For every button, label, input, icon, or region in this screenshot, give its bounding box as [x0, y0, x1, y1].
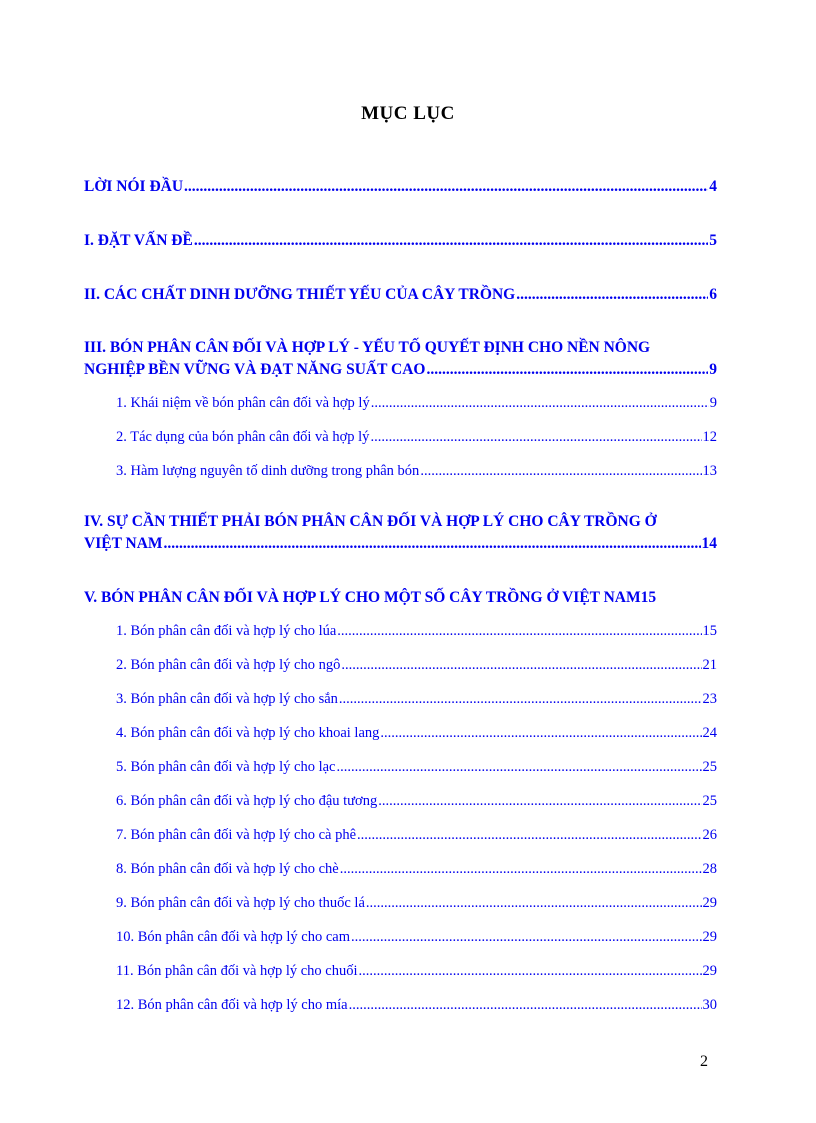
toc-entry-page: 15	[640, 589, 657, 606]
toc-entry-label: 6. Bón phân cân đối và hợp lý cho đậu tương	[116, 793, 378, 809]
toc-leader-dots	[339, 691, 702, 708]
toc-entry-label: 2. Tác dụng của bón phân cân đối và hợp lý	[116, 429, 370, 445]
toc-entry-5-6[interactable]	[116, 793, 717, 815]
toc-leader-dots	[359, 963, 702, 980]
toc-title: MỤC LỤC	[361, 103, 455, 124]
toc-entry-page: 9	[709, 361, 717, 378]
page-number: 2	[700, 1053, 708, 1070]
toc-leader-dots	[336, 759, 701, 776]
toc-entry-page: 24	[702, 725, 717, 741]
toc-entry-label: I. ĐẶT VẤN ĐỀ	[84, 232, 193, 249]
toc-entry-page: 5	[709, 232, 717, 249]
toc-leader-dots	[426, 361, 708, 379]
toc-entry-page: 15	[702, 623, 717, 639]
toc-entry-section-2[interactable]	[84, 286, 717, 308]
toc-entry-label: 4. Bón phân cân đối và hợp lý cho khoai lang	[116, 725, 380, 741]
toc-entry-5-12[interactable]	[116, 997, 717, 1019]
toc-entry-label: 3. Bón phân cân đối và hợp lý cho sắn	[116, 691, 338, 707]
toc-entry-5-11[interactable]	[116, 963, 717, 985]
toc-entry-5-9[interactable]	[116, 895, 717, 917]
toc-entry-page: 21	[702, 657, 717, 673]
toc-entry-5-2[interactable]	[116, 657, 717, 679]
toc-entry-label: 1. Khái niệm về bón phân cân đối và hợp lý	[116, 395, 370, 411]
toc-entry-page: 4	[709, 178, 717, 195]
toc-entry-5-4[interactable]	[116, 725, 717, 747]
toc-entry-page: 28	[702, 861, 717, 877]
toc-entry-page: 9	[709, 395, 717, 411]
toc-entry-page: 12	[702, 429, 717, 445]
toc-entry-5-5[interactable]	[116, 759, 717, 781]
toc-entry-label: 7. Bón phân cân đối và hợp lý cho cà phê	[116, 827, 357, 843]
toc-entry-page: 29	[702, 929, 717, 945]
toc-entry-5-3[interactable]	[116, 691, 717, 713]
toc-entry-page: 13	[702, 463, 717, 479]
toc-entry-label: 8. Bón phân cân đối và hợp lý cho chè	[116, 861, 339, 877]
toc-leader-dots	[349, 997, 702, 1014]
toc-leader-dots	[378, 793, 701, 810]
toc-entry-page: 29	[702, 963, 717, 979]
toc-entry-page: 6	[709, 286, 717, 303]
toc-entry-section-3[interactable]	[84, 339, 717, 383]
toc-entry-page: 29	[702, 895, 717, 911]
toc-entry-3-3[interactable]	[116, 463, 717, 485]
toc-leader-dots	[366, 895, 702, 912]
toc-entry-label: 2. Bón phân cân đối và hợp lý cho ngô	[116, 657, 341, 673]
toc-entry-label: 10. Bón phân cân đối và hợp lý cho cam	[116, 929, 350, 945]
toc-entry-5-1[interactable]	[116, 623, 717, 645]
toc-leader-dots	[516, 286, 708, 304]
toc-entry-label-line1: IV. SỰ CẦN THIẾT PHẢI BÓN PHÂN CÂN ĐỐI VÀ HỢP LÝ CHO CÂY TRỒNG Ở	[84, 513, 657, 530]
toc-entry-label: V. BÓN PHÂN CÂN ĐỐI VÀ HỢP LÝ CHO MỘT SỐ CÂY TRỒNG Ở VIỆT NAM	[84, 589, 641, 606]
toc-leader-dots	[420, 463, 701, 480]
toc-leader-dots	[184, 178, 708, 196]
toc-leader-dots	[337, 623, 701, 640]
toc-leader-dots	[351, 929, 702, 946]
toc-entry-label: 9. Bón phân cân đối và hợp lý cho thuốc lá	[116, 895, 365, 911]
toc-entry-5-7[interactable]	[116, 827, 717, 849]
toc-entry-page: 14	[701, 535, 717, 552]
toc-leader-dots	[194, 232, 708, 250]
toc-entry-label: II. CÁC CHẤT DINH DƯỠNG THIẾT YẾU CỦA CÂY TRỒNG	[84, 286, 516, 303]
toc-entry-section-5[interactable]	[84, 589, 717, 611]
toc-entry-label: 12. Bón phân cân đối và hợp lý cho mía	[116, 997, 348, 1013]
toc-leader-dots	[341, 657, 701, 674]
toc-leader-dots	[380, 725, 701, 742]
toc-entry-3-1[interactable]	[116, 395, 717, 417]
toc-entry-page: 25	[702, 759, 717, 775]
toc-entry-preface[interactable]	[84, 178, 717, 200]
toc-entry-label: 11. Bón phân cân đối và hợp lý cho chuối	[116, 963, 358, 979]
toc-entry-label: 1. Bón phân cân đối và hợp lý cho lúa	[116, 623, 337, 639]
toc-entry-label: 5. Bón phân cân đối và hợp lý cho lạc	[116, 759, 336, 775]
toc-entry-page: 26	[702, 827, 717, 843]
toc-leader-dots	[357, 827, 701, 844]
toc-leader-dots	[340, 861, 702, 878]
toc-entry-page: 25	[702, 793, 717, 809]
toc-leader-dots	[371, 395, 709, 412]
toc-leader-dots	[370, 429, 701, 446]
toc-entry-page: 23	[702, 691, 717, 707]
toc-entry-3-2[interactable]	[116, 429, 717, 451]
toc-entry-label-line2: NGHIỆP BỀN VỮNG VÀ ĐẠT NĂNG SUẤT CAO	[84, 361, 426, 378]
toc-leader-dots	[164, 535, 701, 553]
toc-entry-5-8[interactable]	[116, 861, 717, 883]
toc-entry-page: 30	[702, 997, 717, 1013]
toc-entry-section-1[interactable]	[84, 232, 717, 254]
toc-entry-label: LỜI NÓI ĐẦU	[84, 178, 184, 195]
toc-entry-label-line2: VIỆT NAM	[84, 535, 163, 552]
toc-entry-label: 3. Hàm lượng nguyên tố dinh dưỡng trong phân bón	[116, 463, 420, 479]
toc-entry-section-4[interactable]	[84, 513, 717, 557]
toc-entry-5-10[interactable]	[116, 929, 717, 951]
toc-entry-label-line1: III. BÓN PHÂN CÂN ĐỐI VÀ HỢP LÝ - YẾU TỐ QUYẾT ĐỊNH CHO NỀN NÔNG	[84, 339, 651, 356]
